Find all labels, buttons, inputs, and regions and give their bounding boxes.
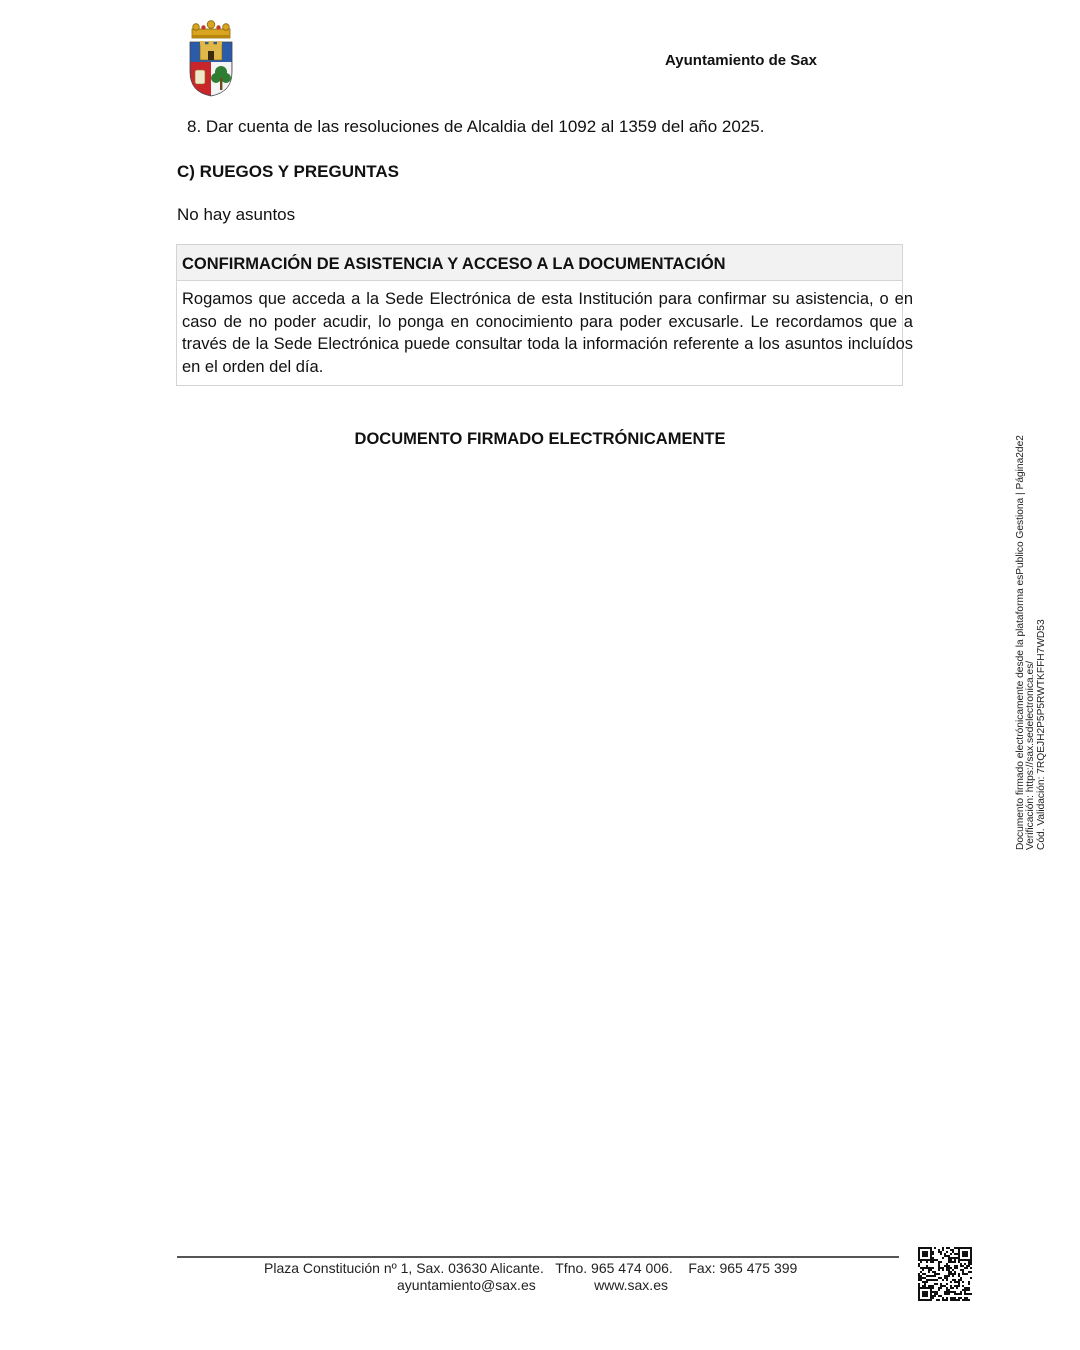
confirmation-text: Rogamos que acceda a la Sede Electrónica de esta Institución para confirmar su asistencia, o en caso de no poder acudir, lo ponga en conocimiento para poder excusarle. Le recordamos que a través de la Sede Electrónica puede consultar toda la información referente a los asuntos incluídos en el orden del día.	[182, 290, 913, 377]
side-verification-text	[1015, 435, 1047, 850]
shield-icon	[190, 41, 232, 96]
signed-platform-note: Cód. Validación: 7RQEJH2P5P5RWTKFFH7WD53	[1035, 619, 1047, 850]
confirmation-title: CONFIRMACIÓN DE ASISTENCIA Y ACCESO A LA DOCUMENTACIÓN	[177, 245, 902, 281]
section-heading: C) RUEGOS Y PREGUNTAS	[177, 162, 399, 181]
no-items-text: No hay asuntos	[177, 205, 296, 224]
validation-code: Documento firmado electrónicamente desde la plataforma esPublico Gestiona | Página2de2	[1015, 435, 1026, 850]
verification-url: Verificación: https://sax.sedelectronica.es/	[1025, 660, 1037, 850]
coat-of-arms-logo	[186, 20, 236, 98]
footer-divider	[177, 1256, 899, 1258]
footer-address: Plaza Constitución nº 1, Sax. 03630 Alicante. Tfno. 965 474 006. Fax: 965 475 399	[264, 1260, 798, 1276]
qr-code-icon	[918, 1247, 972, 1301]
signed-document-note: DOCUMENTO FIRMADO ELECTRÓNICAMENTE	[354, 430, 726, 448]
agenda-item-8: 8. Dar cuenta de las resoluciones de Alcaldia del 1092 al 1359 del año 2025.	[187, 117, 765, 136]
footer-contact: ayuntamiento@sax.es www.sax.es	[397, 1277, 668, 1293]
crown-icon	[192, 21, 230, 38]
header-org-name: Ayuntamiento de Sax	[665, 52, 817, 69]
confirmation-box	[176, 244, 913, 386]
